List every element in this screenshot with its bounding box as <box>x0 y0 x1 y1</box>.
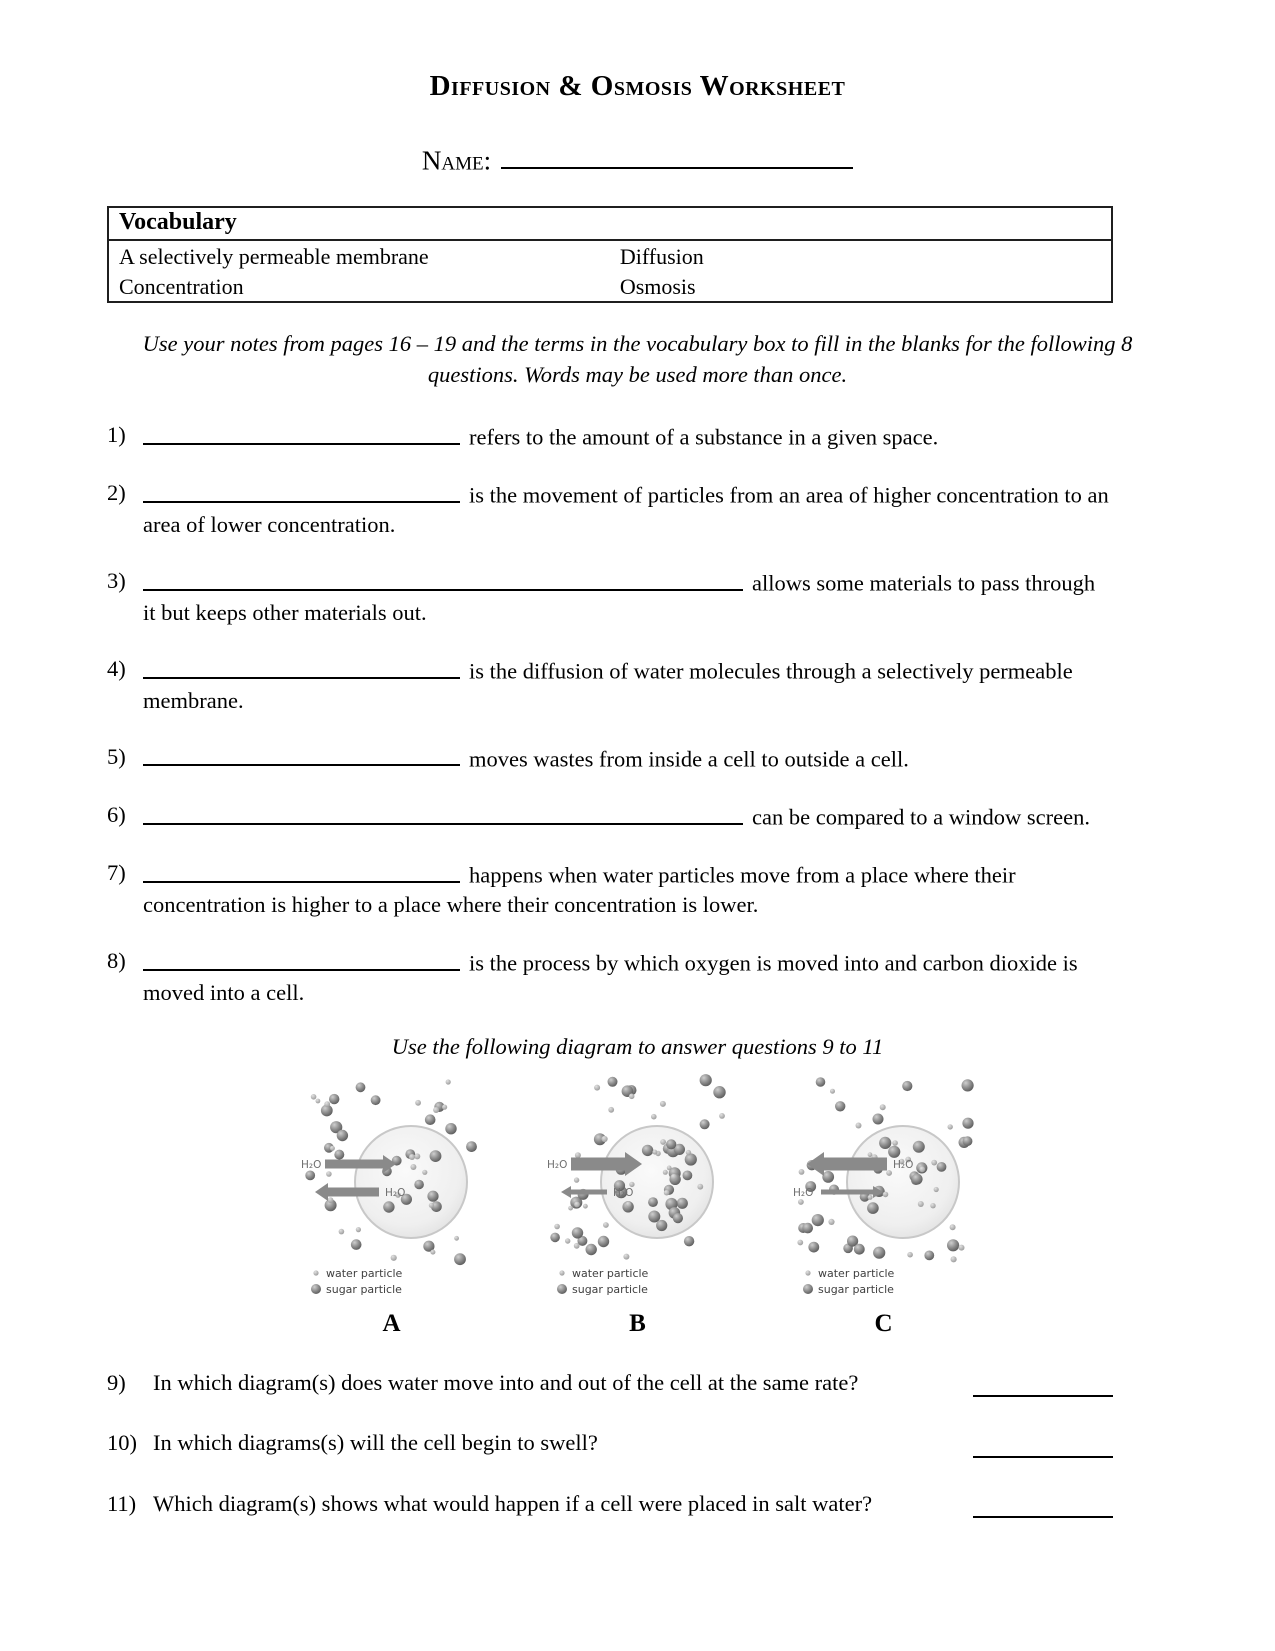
sugar-particle <box>802 1223 813 1234</box>
water-particle <box>933 1187 938 1192</box>
legend-water-label: water particle <box>325 1267 402 1281</box>
question-number: 7) <box>107 860 126 886</box>
water-particle <box>867 1152 872 1157</box>
question-item <box>107 478 1113 540</box>
water-particle-icon <box>313 1270 318 1275</box>
answer-blank-line <box>973 1493 1113 1518</box>
water-label: H₂O <box>300 1159 321 1172</box>
question-number: 1) <box>107 422 126 448</box>
question-text: happens when water particles move from a place where their concentration is higher to a place where their concentration is lower. <box>143 862 1016 918</box>
answer-blank-line <box>143 946 460 971</box>
sugar-particle <box>429 1150 441 1162</box>
sugar-particle <box>648 1211 660 1223</box>
sugar-particle <box>445 1123 456 1134</box>
water-particle <box>565 1238 570 1243</box>
answer-blank-line <box>143 566 743 591</box>
water-particle <box>798 1199 804 1205</box>
diagram-label: A <box>382 1310 401 1338</box>
water-particle <box>430 1250 435 1255</box>
water-particle <box>685 1150 690 1155</box>
question-number: 11) <box>107 1490 137 1516</box>
question-item <box>107 1428 1113 1457</box>
question-text: is the process by which oxygen is moved into and carbon dioxide is moved into a cell. <box>143 950 1078 1006</box>
water-particle <box>882 1192 888 1198</box>
water-label: H₂O <box>792 1187 813 1200</box>
water-particle <box>666 1166 671 1171</box>
vocabulary-term: Concentration <box>119 274 244 300</box>
sugar-particle <box>383 1201 394 1212</box>
water-particle <box>652 1150 657 1155</box>
water-particle <box>917 1201 923 1207</box>
question-body <box>143 742 1113 774</box>
water-particle <box>454 1236 459 1241</box>
vocabulary-row <box>109 271 1111 301</box>
question-number: 10) <box>107 1430 137 1456</box>
legend-sugar-label: sugar particle <box>571 1283 648 1297</box>
cell-membrane <box>847 1126 959 1238</box>
water-particle <box>329 1146 334 1151</box>
question-item <box>107 742 1113 774</box>
cell-diagram-B <box>545 1070 731 1298</box>
diagram-legend <box>803 1267 895 1296</box>
sugar-particle <box>873 1247 885 1259</box>
water-particle <box>442 1105 447 1110</box>
water-particle <box>659 1101 665 1107</box>
water-particle-icon <box>559 1270 564 1275</box>
water-particle <box>445 1079 450 1084</box>
sugar-particle <box>888 1146 900 1158</box>
question-text: refers to the amount of a substance in a given space. <box>469 424 939 450</box>
water-particle <box>310 1094 316 1100</box>
water-particle <box>574 1202 580 1208</box>
question-item <box>107 654 1113 716</box>
water-particle <box>651 1114 657 1120</box>
sugar-particle <box>656 1220 667 1231</box>
question-text: allows some materials to pass through it but keeps other materials out. <box>143 570 1096 626</box>
water-particle <box>428 1203 433 1208</box>
sugar-particle <box>811 1214 823 1226</box>
name-blank-line <box>501 139 853 169</box>
water-particle <box>583 1204 588 1209</box>
diagram-label: C <box>874 1310 893 1338</box>
cell-diagram-C <box>791 1070 977 1298</box>
question-body <box>143 420 1113 452</box>
water-particle-icon <box>805 1270 810 1275</box>
water-particle <box>327 1197 333 1203</box>
sugar-particle <box>607 1077 617 1087</box>
water-particle <box>930 1203 935 1208</box>
cell-diagram-A <box>299 1070 485 1298</box>
water-particle <box>554 1224 560 1230</box>
water-label: H₂O <box>612 1187 633 1200</box>
water-particle <box>886 1170 892 1176</box>
water-particle <box>315 1099 320 1104</box>
question-number: 2) <box>107 480 126 506</box>
water-particle <box>947 1124 952 1129</box>
legend-water-label: water particle <box>817 1267 894 1281</box>
question-text: is the diffusion of water molecules through a selectively permeable membrane. <box>143 658 1073 714</box>
water-particle <box>798 1169 804 1175</box>
sugar-particle <box>597 1236 608 1247</box>
diagram-panel-C <box>791 1070 977 1338</box>
question-item <box>107 946 1113 1008</box>
question-text: can be compared to a window screen. <box>752 804 1090 830</box>
question-text: In which diagrams(s) will the cell begin to swell? <box>153 1430 598 1456</box>
water-particle <box>415 1100 421 1106</box>
water-particle <box>623 1254 629 1260</box>
water-particle <box>950 1256 956 1262</box>
cell-membrane <box>355 1126 467 1238</box>
answer-blank-line <box>143 742 460 767</box>
sugar-particle <box>682 1171 692 1181</box>
water-particle <box>879 1104 885 1110</box>
water-particle <box>797 1240 803 1246</box>
question-body <box>143 478 1113 540</box>
water-particle <box>855 1123 861 1129</box>
cell-diagrams <box>0 1070 1275 1338</box>
water-particle <box>867 1195 872 1200</box>
water-particle <box>414 1153 420 1159</box>
sugar-particle <box>872 1114 883 1125</box>
water-particle <box>324 1101 330 1107</box>
question-number: 4) <box>107 656 126 682</box>
sugar-particle <box>713 1086 725 1098</box>
vocabulary-term: A selectively permeable membrane <box>119 244 429 270</box>
instructions-text: Use your notes from pages 16 – 19 and the terms in the vocabulary box to fill in the blanks for the following 8 questions. Words may be used more than once. <box>142 331 1133 387</box>
question-item <box>107 1368 1113 1397</box>
question-number: 3) <box>107 568 126 594</box>
sugar-particle <box>912 1141 924 1153</box>
water-label: H₂O <box>892 1159 913 1172</box>
question-body <box>143 800 1113 832</box>
sugar-particle <box>350 1239 361 1250</box>
sugar-particle <box>911 1174 922 1185</box>
answer-blank-line <box>143 858 460 883</box>
water-particle <box>326 1171 332 1177</box>
water-particle <box>409 1154 415 1160</box>
answer-blank-line <box>143 420 460 445</box>
water-particle <box>573 1177 578 1182</box>
water-particle <box>719 1113 725 1119</box>
vocabulary-box <box>107 206 1113 303</box>
sugar-particle <box>550 1233 560 1243</box>
sugar-particle <box>334 1150 344 1160</box>
water-particle <box>601 1136 607 1142</box>
sugar-particle <box>424 1114 435 1125</box>
question-body <box>143 566 1113 628</box>
question-number: 8) <box>107 948 126 974</box>
answer-blank-line <box>143 800 743 825</box>
water-particle <box>949 1224 955 1230</box>
sugar-particle <box>815 1077 825 1087</box>
sugar-particle <box>962 1118 973 1129</box>
question-text: is the movement of particles from an area of higher concentration to an area of lower concentration. <box>143 482 1109 538</box>
water-particle <box>568 1206 573 1211</box>
vocabulary-rows <box>109 241 1111 301</box>
question-body <box>143 858 1113 920</box>
sugar-particle <box>962 1136 972 1146</box>
sugar-particle <box>853 1244 864 1255</box>
diagram-panel-B <box>545 1070 731 1338</box>
sugar-particle <box>676 1198 687 1209</box>
diagram-panel-A <box>299 1070 485 1338</box>
water-particle <box>573 1243 579 1249</box>
question-number: 5) <box>107 743 126 769</box>
question-text: Which diagram(s) shows what would happen if a cell were placed in salt water? <box>153 1490 873 1516</box>
water-particle <box>892 1140 898 1146</box>
sugar-particle <box>336 1130 347 1141</box>
water-particle <box>625 1202 631 1208</box>
question-item <box>107 1489 1113 1518</box>
water-particle <box>931 1160 937 1166</box>
question-item <box>107 858 1113 920</box>
sugar-particle <box>571 1227 582 1238</box>
sugar-particle <box>947 1239 959 1251</box>
diagram-label: B <box>629 1310 646 1338</box>
name-row <box>0 139 1275 176</box>
water-particle <box>594 1085 600 1091</box>
sugar-particle <box>305 1171 315 1181</box>
question-text: moves wastes from inside a cell to outside a cell. <box>469 746 909 772</box>
question-number: 9) <box>107 1370 126 1396</box>
diagram-instruction: Use the following diagram to answer questions 9 to 11 <box>391 1034 884 1060</box>
sugar-particle <box>427 1191 438 1202</box>
sugar-particle <box>879 1137 891 1149</box>
water-particle <box>422 1170 427 1175</box>
sugar-particle <box>329 1094 339 1104</box>
sugar-particle <box>370 1095 380 1105</box>
sugar-particle <box>466 1141 477 1152</box>
answer-question-list <box>107 1368 1113 1518</box>
sugar-particle <box>822 1171 834 1183</box>
sugar-particle <box>683 1236 693 1246</box>
fill-in-question-list <box>107 420 1113 1008</box>
diagram-legend <box>557 1267 649 1296</box>
sugar-particle <box>902 1081 912 1091</box>
water-particle <box>628 1094 634 1100</box>
sugar-particle <box>414 1180 424 1190</box>
question-item <box>107 420 1113 452</box>
water-particle <box>390 1255 396 1261</box>
vocabulary-term: Osmosis <box>619 274 696 300</box>
water-particle <box>663 1190 669 1196</box>
sugar-particle <box>585 1244 596 1255</box>
water-particle <box>662 1170 667 1175</box>
answer-blank-line <box>973 1433 1113 1458</box>
sugar-particle-icon <box>557 1284 567 1294</box>
vocabulary-row <box>109 241 1111 271</box>
sugar-particle <box>666 1139 676 1149</box>
question-item <box>107 800 1113 832</box>
question-body <box>143 654 1113 716</box>
water-particle <box>828 1219 834 1225</box>
page-title: Diffusion & Osmosis Worksheet <box>429 70 846 102</box>
sugar-particle <box>684 1153 696 1165</box>
legend-sugar-label: sugar particle <box>325 1283 402 1297</box>
sugar-particle <box>648 1197 658 1207</box>
answer-blank-line <box>143 654 460 679</box>
question-number: 6) <box>107 802 126 828</box>
water-particle <box>608 1107 614 1113</box>
sugar-particle <box>867 1202 879 1214</box>
sugar-particle <box>835 1101 845 1111</box>
sugar-particle <box>699 1119 709 1129</box>
water-particle <box>907 1252 913 1258</box>
water-particle <box>670 1174 676 1180</box>
water-particle <box>338 1229 344 1235</box>
question-body <box>143 946 1113 1008</box>
sugar-particle <box>924 1251 934 1261</box>
sugar-particle <box>355 1082 365 1092</box>
sugar-particle <box>699 1074 711 1086</box>
sugar-particle <box>454 1253 466 1265</box>
answer-blank-line <box>973 1373 1113 1398</box>
sugar-particle <box>672 1213 682 1223</box>
sugar-particle <box>961 1079 973 1091</box>
sugar-particle <box>641 1145 652 1156</box>
legend-water-label: water particle <box>571 1267 648 1281</box>
answer-blank-line <box>143 478 460 503</box>
water-particle <box>410 1164 416 1170</box>
water-particle <box>603 1222 609 1228</box>
water-label: H₂O <box>546 1159 567 1172</box>
sugar-particle <box>936 1162 946 1172</box>
water-particle <box>958 1245 964 1251</box>
diagram-legend <box>311 1267 403 1296</box>
water-label: H₂O <box>384 1187 405 1200</box>
vocabulary-header: Vocabulary <box>109 208 1111 241</box>
sugar-particle-icon <box>311 1284 321 1294</box>
question-item <box>107 566 1113 628</box>
water-particle <box>697 1184 703 1190</box>
name-label: Name: <box>421 145 492 176</box>
water-particle <box>830 1089 835 1094</box>
sugar-particle <box>808 1242 819 1253</box>
water-particle <box>574 1152 580 1158</box>
question-text: In which diagram(s) does water move into and out of the cell at the same rate? <box>153 1370 859 1396</box>
water-particle <box>660 1139 666 1145</box>
water-particle <box>919 1166 925 1172</box>
vocabulary-term: Diffusion <box>619 244 704 270</box>
sugar-particle-icon <box>803 1284 813 1294</box>
legend-sugar-label: sugar particle <box>817 1283 894 1297</box>
water-particle <box>433 1107 439 1113</box>
water-particle <box>355 1227 360 1232</box>
